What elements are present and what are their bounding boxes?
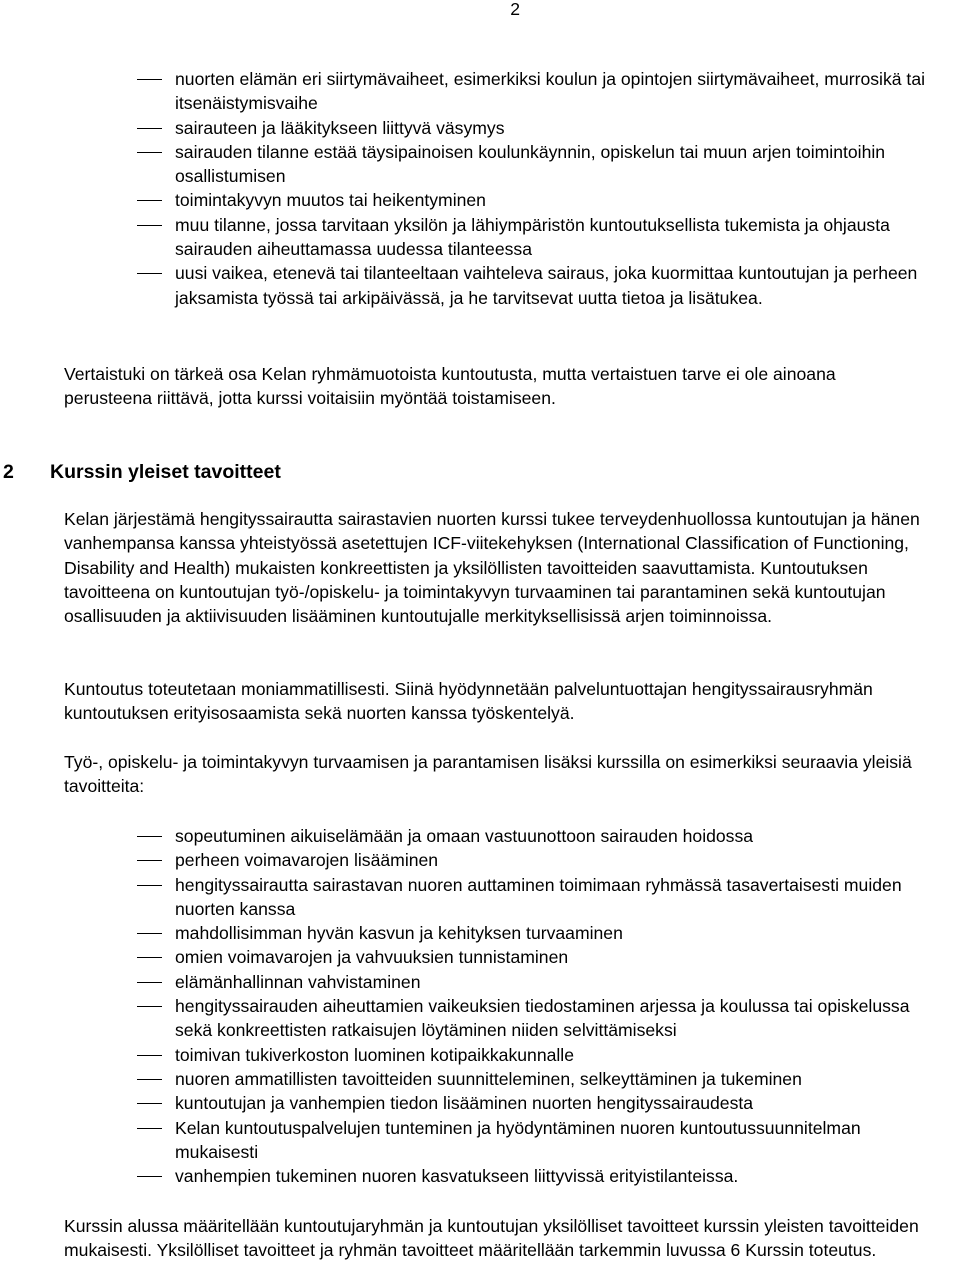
- peer-support-paragraph: Vertaistuki on tärkeä osa Kelan ryhmämuotoista kuntoutusta, mutta vertaistuen tarve ei ole ainoana perusteena riittävä, jotta kurssi voitaisiin myöntää toistamiseen.: [64, 364, 836, 409]
- list-item: sairauteen ja lääkitykseen liittyvä väsymys: [64, 116, 927, 140]
- list-item: hengityssairautta sairastavan nuoren auttaminen toimimaan ryhmässä tasavertaisesti muiden nuorten kanssa: [64, 873, 927, 922]
- list-item: omien voimavarojen ja vahvuuksien tunnistaminen: [64, 945, 927, 969]
- situation-list: [64, 67, 927, 310]
- goals-paragraph: Kelan järjestämä hengityssairautta sairastavien nuorten kurssi tukee terveydenhuollossa kuntoutujan ja hänen vanhempansa kanssa yhteistyössä asetettujen ICF-viitekehyksen (International Classification of Functioning, Disability and Health) mukaisten konkreettisten ja yksilöllisten tavoitteiden saavuttamista. Kuntoutuksen tavoitteena on kuntoutujan työ-/opiskelu- ja toimintakyvyn turvaaminen tai parantaminen sekä kuntoutujan osallisuuden ja aktiivisuuden lisääminen kuntoutujalle merkityksellisissä arjen toiminnoissa.: [64, 509, 920, 627]
- section-title: Kurssin yleiset tavoitteet: [50, 461, 281, 483]
- list-item: sopeutuminen aikuiselämään ja omaan vastuunottoon sairauden hoidossa: [64, 824, 927, 848]
- list-item: Kelan kuntoutuspalvelujen tunteminen ja hyödyntäminen nuoren kuntoutussuunnitelman mukaisesti: [64, 1116, 927, 1165]
- goals-list: [64, 824, 927, 1188]
- list-item: vanhempien tukeminen nuoren kasvatukseen liittyvissä erityistilanteissa.: [64, 1164, 927, 1188]
- list-item: elämänhallinnan vahvistaminen: [64, 970, 927, 994]
- page-number: 2: [510, 0, 520, 19]
- list-item: nuoren ammatillisten tavoitteiden suunnitteleminen, selkeyttäminen ja tukeminen: [64, 1067, 927, 1091]
- list-item: perheen voimavarojen lisääminen: [64, 848, 927, 872]
- list-item: kuntoutujan ja vanhempien tiedon lisääminen nuorten hengityssairaudesta: [64, 1091, 927, 1115]
- closing-paragraph: Kurssin alussa määritellään kuntoutujaryhmän ja kuntoutujan yksilölliset tavoitteet kurssin yleisten tavoitteiden mukaisesti. Yksilölliset tavoitteet ja ryhmän tavoitteet määritellään tarkemmin luvussa 6 Kurssin toteutus.: [64, 1216, 919, 1261]
- multiprofessional-paragraph: Kuntoutus toteutetaan moniammatillisesti. Siinä hyödynnetään palveluntuottajan hengityssairausryhmän kuntoutuksen erityisosaamista sekä nuorten kanssa työskentelyä.: [64, 679, 873, 724]
- list-item: muu tilanne, jossa tarvitaan yksilön ja lähiympäristön kuntoutuksellista tukemista ja ohjausta sairauden aiheuttamassa uudessa tilanteessa: [64, 213, 927, 262]
- list-item: hengityssairauden aiheuttamien vaikeuksien tiedostaminen arjessa ja koulussa tai opiskelussa sekä konkreettisten ratkaisujen löytäminen niiden selvittämiseksi: [64, 994, 927, 1043]
- list-item: nuorten elämän eri siirtymävaiheet, esimerkiksi koulun ja opintojen siirtymävaiheet, murrosikä tai itsenäistymisvaihe: [64, 67, 927, 116]
- goals-intro-paragraph: Työ-, opiskelu- ja toimintakyvyn turvaamisen ja parantamisen lisäksi kurssilla on esimerkiksi seuraavia yleisiä tavoitteita:: [64, 752, 912, 797]
- list-item: sairauden tilanne estää täysipainoisen koulunkäynnin, opiskelun tai muun arjen toimintoihin osallistumisen: [64, 140, 927, 189]
- list-item: mahdollisimman hyvän kasvun ja kehityksen turvaaminen: [64, 921, 927, 945]
- list-item: uusi vaikea, etenevä tai tilanteeltaan vaihteleva sairaus, joka kuormittaa kuntoutujan ja perheen jaksamista työssä tai arkipäivässä, ja he tarvitsevat uutta tietoa ja lisätukea.: [64, 261, 927, 310]
- list-item: toimintakyvyn muutos tai heikentyminen: [64, 188, 927, 212]
- section-number: 2: [3, 461, 14, 483]
- list-item: toimivan tukiverkoston luominen kotipaikkakunnalle: [64, 1043, 927, 1067]
- section-heading: [3, 459, 281, 485]
